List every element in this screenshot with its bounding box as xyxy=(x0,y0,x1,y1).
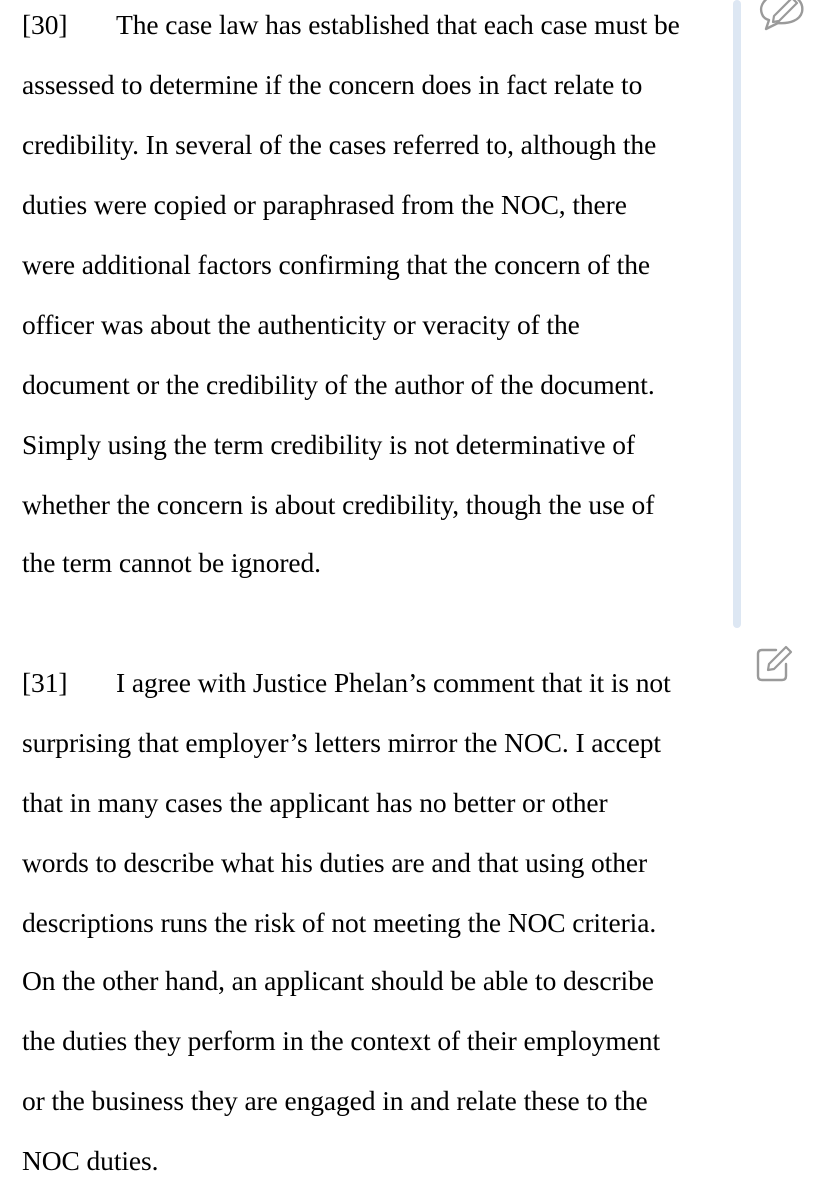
paragraph-31-line-8: or the business they are engaged in and relate these to the xyxy=(22,1085,648,1116)
paragraph-30-line-8: Simply using the term credibility is not determinative of xyxy=(22,429,635,460)
paragraph-30-line-7: document or the credibility of the author of the document. xyxy=(22,369,655,400)
paragraph-30-line-6: officer was about the authenticity or veracity of the xyxy=(22,309,580,340)
paragraph-31-line-4: words to describe what his duties are and that using other xyxy=(22,847,648,878)
paragraph-31-line-2: surprising that employer’s letters mirror the NOC. I accept xyxy=(22,727,661,758)
paragraph-number-30: [30] xyxy=(22,9,68,40)
scrollbar-thumb[interactable] xyxy=(733,0,741,628)
paragraph-30-line-2: assessed to determine if the concern does in fact relate to xyxy=(22,69,643,100)
paragraph-30-line-9: whether the concern is about credibility, though the use of xyxy=(22,489,655,520)
paragraph-31-line-3: that in many cases the applicant has no better or other xyxy=(22,787,608,818)
paragraph-31-line-5: descriptions runs the risk of not meeting the NOC criteria. xyxy=(22,907,657,938)
paragraph-31-line-1 xyxy=(22,666,671,700)
paragraph-31-line-9: NOC duties. xyxy=(22,1145,159,1176)
paragraph-30-line-5: were additional factors confirming that the concern of the xyxy=(22,249,650,280)
paragraph-30-line-3: credibility. In several of the cases referred to, although the xyxy=(22,129,657,160)
paragraph-31-text: I agree with Justice Phelan’s comment that it is not xyxy=(116,667,671,698)
paragraph-31-line-7: the duties they perform in the context of their employment xyxy=(22,1025,660,1056)
edit-note-icon[interactable] xyxy=(754,644,794,684)
paragraph-30-text: The case law has established that each case must be xyxy=(116,9,680,40)
paragraph-30-line-10: the term cannot be ignored. xyxy=(22,547,321,578)
paragraph-30-line-4: duties were copied or paraphrased from the NOC, there xyxy=(22,189,627,220)
paragraph-number-31: [31] xyxy=(22,667,68,698)
pencil-comment-icon[interactable] xyxy=(756,0,796,26)
paragraph-30-line-1 xyxy=(22,8,680,42)
paragraph-31-line-6: On the other hand, an applicant should be able to describe xyxy=(22,965,654,996)
